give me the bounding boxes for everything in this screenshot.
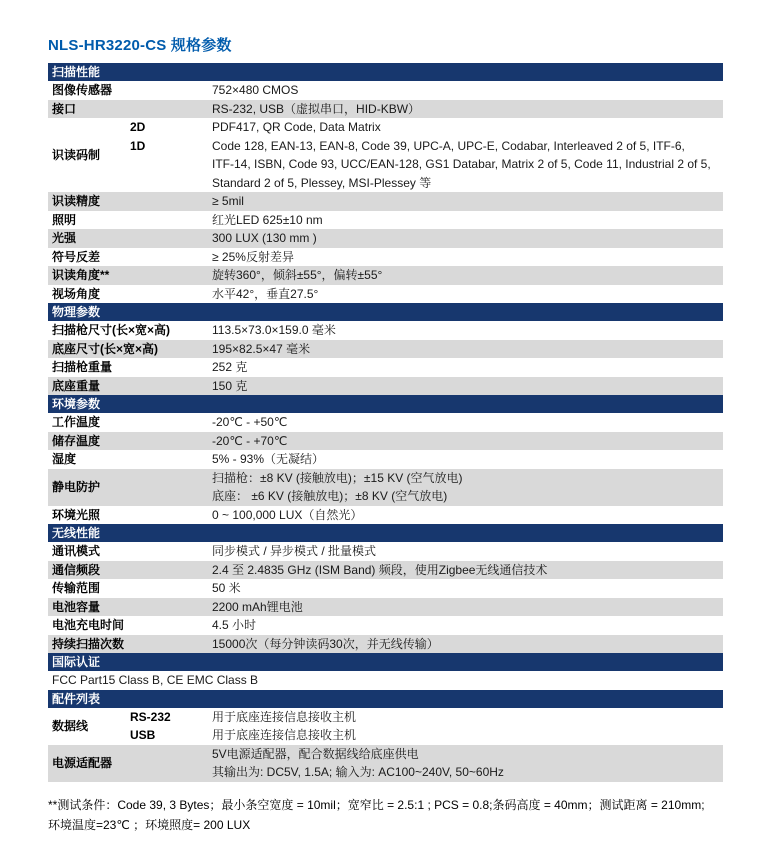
table-row [48, 708, 723, 727]
spec-label: 底座重量 [48, 377, 210, 396]
spec-label: 扫描枪尺寸(长×宽×高) [52, 323, 171, 337]
spec-label: 数据线 [52, 718, 89, 733]
spec-value: 50 米 [212, 581, 241, 595]
spec-label: 识读精度 [48, 192, 210, 211]
table-row [48, 285, 723, 304]
spec-value: 752×480 CMOS [212, 83, 299, 97]
section-header-label: 扫描性能 [48, 63, 723, 81]
page-title: NLS-HR3220-CS 规格参数 [48, 37, 232, 54]
spec-label: 符号反差 [52, 249, 101, 264]
table-row [48, 413, 723, 432]
spec-value: 113.5×73.0×159.0 毫米 [212, 323, 336, 337]
spec-value: FCC Part15 Class B, CE EMC Class B [52, 673, 259, 687]
spec-label: 环境光照 [52, 507, 101, 522]
spec-label: 图像传感器 [52, 83, 113, 97]
table-row [48, 469, 723, 506]
section-header-label: 环境参数 [48, 395, 723, 413]
spec-value-line: Standard 2 of 5, Plessey, MSI-Plessey 等 [212, 175, 432, 190]
table-row [48, 579, 723, 598]
spec-value [210, 469, 723, 506]
spec-value: 红光LED 625±10 nm [212, 212, 323, 227]
spec-value: 用于底座连接信息接收主机 [212, 709, 357, 724]
test-conditions-footnote [48, 795, 728, 835]
spec-label: 工作温度 [52, 415, 101, 429]
spec-value-line: Code 128, EAN-13, EAN-8, Code 39, UPC-A, UPC-E, Codabar, Interleaved 2 of 5, ITF-6, [212, 138, 685, 153]
table-row [48, 561, 723, 580]
spec-value: 0 ~ 100,000 LUX（自然光） [212, 507, 363, 522]
table-row [48, 506, 723, 525]
table-row [48, 266, 723, 285]
section-header-wireless [48, 524, 723, 542]
table-row [48, 100, 723, 119]
spec-label: 储存温度 [48, 432, 210, 451]
table-row [48, 726, 723, 745]
spec-value: 同步模式 / 异步模式 / 批量模式 [212, 544, 377, 558]
spec-label: 底座尺寸(长×宽×高) [48, 340, 210, 359]
spec-label: 通讯模式 [52, 544, 101, 558]
spec-value: PDF417, QR Code, Data Matrix [212, 120, 381, 134]
spec-label: 持续扫描次数 [48, 635, 210, 654]
table-row [48, 542, 723, 561]
table-row [48, 248, 723, 267]
table-row [48, 211, 723, 230]
section-header-label: 无线性能 [48, 524, 723, 542]
spec-value: 水平42°，垂直27.5° [212, 286, 319, 301]
spec-value: 195×82.5×47 毫米 [210, 340, 723, 359]
spec-label: 通信频段 [48, 561, 210, 580]
spec-subkey: 1D [130, 138, 146, 153]
spec-value: ≥ 25%反射差异 [212, 249, 294, 264]
spec-label: 接口 [48, 100, 210, 119]
spec-label: 电池充电时间 [52, 618, 125, 632]
table-row [48, 635, 723, 654]
spec-value: 150 克 [210, 377, 723, 396]
section-header-physical [48, 303, 723, 321]
spec-value-line: 扫描枪：±8 KV (接触放电)；±15 KV (空气放电) [212, 470, 463, 485]
section-header-environment [48, 395, 723, 413]
spec-value: RS-232, USB（虚拟串口，HID-KBW） [210, 100, 723, 119]
table-row [48, 358, 723, 377]
spec-subkey: RS-232 [130, 709, 171, 724]
spec-value: 旋转360°，倾斜±55°，偏转±55° [210, 266, 723, 285]
section-header-label: 配件列表 [48, 690, 723, 708]
spec-label: 电池容量 [48, 598, 210, 617]
section-header-scan-performance [48, 63, 723, 81]
spec-value [210, 745, 723, 782]
spec-value: 用于底座连接信息接收主机 [212, 728, 357, 742]
spec-label: 照明 [52, 212, 77, 227]
spec-label: 视场角度 [52, 286, 101, 301]
spec-table [48, 63, 723, 782]
spec-value-line: 其输出为: DC5V, 1.5A; 输入为: AC100~240V, 50~60Hz [212, 765, 504, 779]
spec-value: -20℃ - +50℃ [212, 415, 288, 429]
spec-value: -20℃ - +70℃ [210, 432, 723, 451]
footnote-line: 环境温度=23℃ ；环境照度= 200 LUX [48, 817, 251, 832]
spec-value: 15000次（每分钟读码30次，并无线传输） [210, 635, 723, 654]
table-row [48, 81, 723, 100]
spec-value: ≥ 5mil [210, 192, 723, 211]
table-row [48, 229, 723, 248]
spec-label: 识读角度** [48, 266, 210, 285]
spec-value: 5% - 93%（无凝结） [212, 452, 325, 466]
spec-value-line: 底座： ±6 KV (接触放电)；±8 KV (空气放电) [212, 489, 448, 503]
table-row [48, 745, 723, 782]
spec-label: 识读码制 [52, 147, 101, 162]
spec-label: 光强 [48, 229, 210, 248]
spec-value: 252 克 [212, 360, 248, 374]
section-header-certification [48, 653, 723, 671]
spec-label: 传输范围 [52, 581, 101, 595]
table-row [48, 616, 723, 635]
table-row [48, 192, 723, 211]
spec-value: 4.5 小时 [212, 618, 257, 632]
spec-value [210, 137, 723, 193]
table-row [48, 137, 723, 193]
spec-value-line: ITF-14, ISBN, Code 93, UCC/EAN-128, GS1 Databar, Matrix 2 of 5, Code 11, Industrial 2 of 5, [212, 157, 711, 171]
spec-subkey: 2D [130, 120, 146, 134]
table-row [48, 598, 723, 617]
spec-subkey: USB [130, 728, 156, 742]
spec-value: 300 LUX (130 mm ) [210, 229, 723, 248]
table-row [48, 321, 723, 340]
spec-value: 2.4 至 2.4835 GHz (ISM Band) 频段，使用Zigbee无线通信技术 [210, 561, 723, 580]
spec-value: 2200 mAh锂电池 [210, 598, 723, 617]
table-row [48, 432, 723, 451]
table-row [48, 340, 723, 359]
spec-value-line: 5V电源适配器，配合数据线给底座供电 [212, 746, 419, 761]
spec-label: 扫描枪重量 [52, 360, 113, 374]
table-row [48, 671, 723, 690]
spec-label: 湿度 [52, 452, 77, 466]
spec-label: 静电防护 [48, 469, 210, 506]
section-header-label: 物理参数 [48, 303, 723, 321]
table-row [48, 118, 723, 137]
section-header-label: 国际认证 [48, 653, 723, 671]
table-row [48, 450, 723, 469]
spec-label: 电源适配器 [48, 745, 210, 782]
table-row [48, 377, 723, 396]
footnote-line: **测试条件：Code 39, 3 Bytes；最小条空宽度 = 10mil；宽窄比 = 2.5:1 ; PCS = 0.8;条码高度 = 40mm；测试距离 = 210mm; [48, 797, 705, 812]
section-header-accessories [48, 690, 723, 708]
